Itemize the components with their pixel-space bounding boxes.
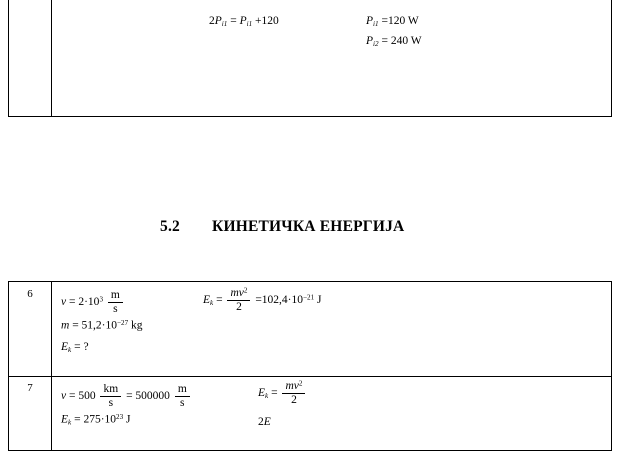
equation-result-pi2: $P_{i2} = 240$ W: [366, 35, 422, 48]
equation-velocity: v = 500 $\frac{km}{s}$ = 500000 $\frac{m}{s}$: [61, 383, 192, 410]
table-row: [61, 282, 611, 376]
table-column-divider: [51, 282, 52, 450]
equation-energy-given: $E_k = 275\cdot 10^{23}$ J: [61, 413, 131, 427]
section-heading: [160, 218, 404, 236]
equation-kinetic-energy-formula: $E_k$ = $\frac{mv^2}{2}$: [258, 380, 307, 407]
equation-derived-partial: 2E: [258, 416, 271, 428]
equation-unknown-ek: $E_k$ = ?: [61, 341, 89, 354]
equation-velocity: $v = 2\cdot 10^3$ $\frac{m}{s}$: [61, 289, 125, 316]
row-number: 6: [27, 288, 33, 300]
section-title: КИНЕТИЧКА ЕНЕРГИЈА: [212, 218, 405, 235]
table-power-problem: [8, 0, 612, 117]
table-kinetic-energy: [8, 281, 612, 451]
table-column-divider: [51, 0, 52, 116]
equation-result-pi1: $P_{i1} =120$ W: [366, 15, 419, 28]
section-number: 5.2: [160, 218, 180, 235]
table-row: [61, 376, 611, 450]
equation-kinetic-energy-result: $E_k$ = $\frac{mv^2}{2}$ $=102,4\cdot 10^{-21}$ J: [203, 286, 322, 313]
row-number: 7: [27, 382, 33, 394]
table-row: [61, 0, 611, 73]
equation-power-balance: $2P_{i1} = P_{i1} +120$: [209, 15, 279, 28]
equation-mass: $m = 51,2\cdot 10^{-27}$ kg: [61, 319, 143, 332]
